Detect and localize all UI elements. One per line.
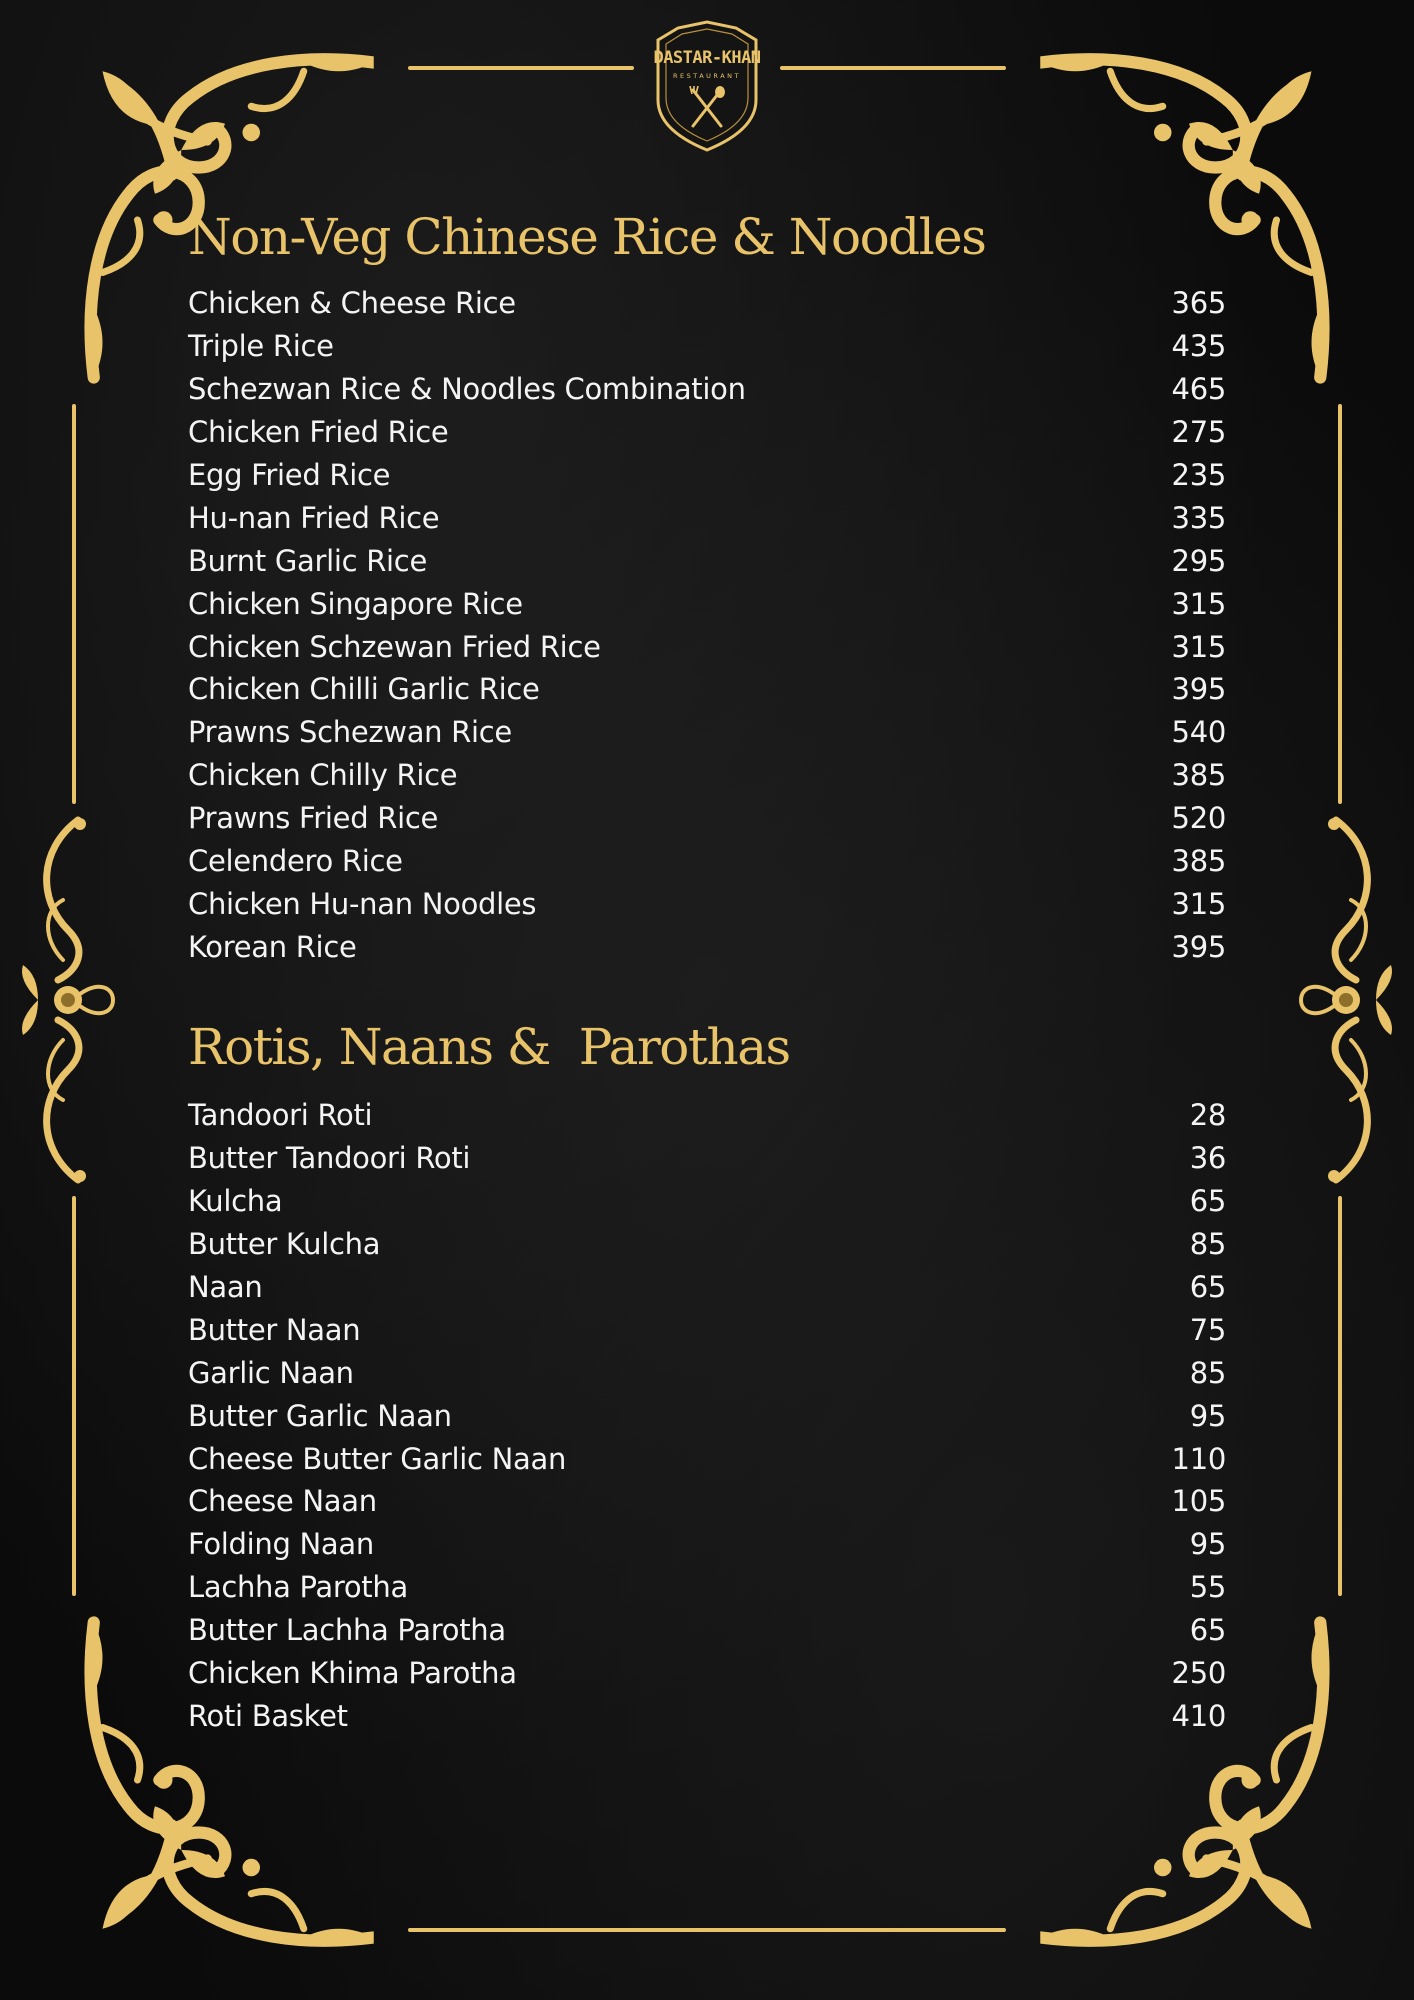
item-name: Chicken Fried Rice	[188, 415, 449, 450]
menu-item	[188, 1137, 1226, 1180]
menu-item	[188, 1094, 1226, 1137]
item-name: Chicken & Cheese Rice	[188, 286, 516, 321]
menu-item	[188, 1223, 1226, 1266]
item-name: Chicken Khima Parotha	[188, 1656, 517, 1691]
menu-item	[188, 582, 1226, 625]
menu-item	[188, 1609, 1226, 1652]
item-name: Cheese Butter Garlic Naan	[188, 1441, 567, 1476]
menu-item	[188, 925, 1226, 968]
menu-item	[188, 411, 1226, 454]
item-price: 65	[1189, 1270, 1226, 1304]
item-name: Chicken Chilli Garlic Rice	[188, 672, 540, 707]
item-price: 65	[1189, 1613, 1226, 1648]
item-price: 315	[1171, 886, 1226, 921]
item-price: 315	[1171, 586, 1226, 621]
border-line-top-left	[408, 66, 634, 70]
item-price: 275	[1171, 415, 1226, 450]
border-line-left-upper	[72, 404, 76, 804]
item-price: 95	[1189, 1527, 1226, 1562]
item-name: Butter Tandoori Roti	[188, 1141, 471, 1176]
menu-item	[188, 1266, 1226, 1309]
item-price: 395	[1171, 672, 1226, 707]
item-price: 295	[1171, 543, 1226, 578]
item-price: 105	[1171, 1484, 1226, 1519]
menu-item	[188, 797, 1226, 840]
item-price: 28	[1189, 1098, 1226, 1133]
item-price: 385	[1171, 758, 1226, 793]
menu-item	[188, 1351, 1226, 1394]
item-price: 435	[1171, 329, 1226, 364]
item-price: 465	[1171, 372, 1226, 407]
border-line-top-right	[780, 66, 1006, 70]
item-name: Chicken Chilly Rice	[188, 758, 458, 793]
item-price: 315	[1171, 629, 1226, 664]
menu-item	[188, 282, 1226, 325]
item-price: 65	[1189, 1184, 1226, 1219]
side-ornament-left	[18, 810, 118, 1190]
logo-subtitle: RESTAURANT	[673, 72, 741, 80]
menu-item-list	[188, 1094, 1226, 1737]
border-line-left-lower	[72, 1196, 76, 1596]
menu-item	[188, 325, 1226, 368]
item-price: 250	[1171, 1656, 1226, 1691]
item-name: Chicken Singapore Rice	[188, 586, 523, 621]
item-price: 235	[1171, 458, 1226, 492]
item-name: Prawns Schezwan Rice	[188, 715, 512, 750]
item-name: Folding Naan	[188, 1527, 374, 1562]
item-name: Chicken Hu-nan Noodles	[188, 886, 537, 921]
border-line-right-upper	[1338, 404, 1342, 804]
item-name: Tandoori Roti	[188, 1098, 373, 1133]
menu-item	[188, 1480, 1226, 1523]
item-name: Chicken Schzewan Fried Rice	[188, 629, 601, 664]
border-line-right-lower	[1338, 1196, 1342, 1596]
menu-item-list	[188, 282, 1226, 968]
logo-name: DASTAR-KHAN	[653, 48, 761, 68]
menu-section-rotis-naans-parothas	[188, 1018, 1226, 1737]
menu-item	[188, 625, 1226, 668]
menu-item	[188, 1180, 1226, 1223]
section-title: Non-Veg Chinese Rice & Noodles	[188, 208, 986, 266]
item-price: 335	[1171, 500, 1226, 535]
item-name: Schezwan Rice & Noodles Combination	[188, 372, 746, 407]
menu-item	[188, 754, 1226, 797]
crossed-fork-spoon-icon	[687, 86, 727, 130]
item-name: Naan	[188, 1270, 263, 1304]
item-price: 365	[1171, 286, 1226, 321]
item-name: Butter Lachha Parotha	[188, 1613, 506, 1648]
border-line-bottom	[408, 1928, 1006, 1932]
item-name: Korean Rice	[188, 929, 357, 964]
menu-item	[188, 711, 1226, 754]
item-price: 85	[1189, 1227, 1226, 1262]
item-name: Butter Garlic Naan	[188, 1398, 452, 1433]
item-price: 75	[1189, 1312, 1226, 1347]
menu-item	[188, 1394, 1226, 1437]
section-title: Rotis, Naans & Parothas	[188, 1018, 790, 1076]
item-name: Burnt Garlic Rice	[188, 543, 427, 578]
menu-item	[188, 668, 1226, 711]
item-price: 36	[1189, 1141, 1226, 1176]
item-price: 395	[1171, 929, 1226, 964]
item-name: Triple Rice	[188, 329, 334, 364]
item-price: 55	[1189, 1570, 1226, 1605]
restaurant-logo	[648, 20, 766, 152]
item-name: Hu-nan Fried Rice	[188, 500, 440, 535]
item-name: Garlic Naan	[188, 1355, 354, 1390]
menu-item	[188, 539, 1226, 582]
side-ornament-right	[1296, 810, 1396, 1190]
menu-item	[188, 1694, 1226, 1737]
item-price: 385	[1171, 844, 1226, 879]
menu-item	[188, 1308, 1226, 1351]
item-price: 520	[1171, 801, 1226, 836]
menu-item	[188, 1437, 1226, 1480]
menu-item	[188, 882, 1226, 925]
item-name: Kulcha	[188, 1184, 283, 1219]
item-name: Roti Basket	[188, 1698, 348, 1733]
item-name: Egg Fried Rice	[188, 458, 391, 492]
menu-item	[188, 1652, 1226, 1695]
item-price: 110	[1171, 1441, 1226, 1476]
menu-item	[188, 1566, 1226, 1609]
item-name: Lachha Parotha	[188, 1570, 408, 1605]
menu-item	[188, 496, 1226, 539]
item-price: 95	[1189, 1398, 1226, 1433]
item-price: 540	[1171, 715, 1226, 750]
item-name: Prawns Fried Rice	[188, 801, 439, 836]
item-name: Cheese Naan	[188, 1484, 377, 1519]
item-name: Celendero Rice	[188, 844, 403, 879]
item-name: Butter Naan	[188, 1312, 361, 1347]
menu-item	[188, 368, 1226, 411]
menu-section-chinese-rice-noodles	[188, 208, 1226, 968]
item-price: 85	[1189, 1355, 1226, 1390]
menu-item	[188, 454, 1226, 497]
menu-item	[188, 840, 1226, 883]
menu-item	[188, 1523, 1226, 1566]
item-price: 410	[1171, 1698, 1226, 1733]
item-name: Butter Kulcha	[188, 1227, 381, 1262]
